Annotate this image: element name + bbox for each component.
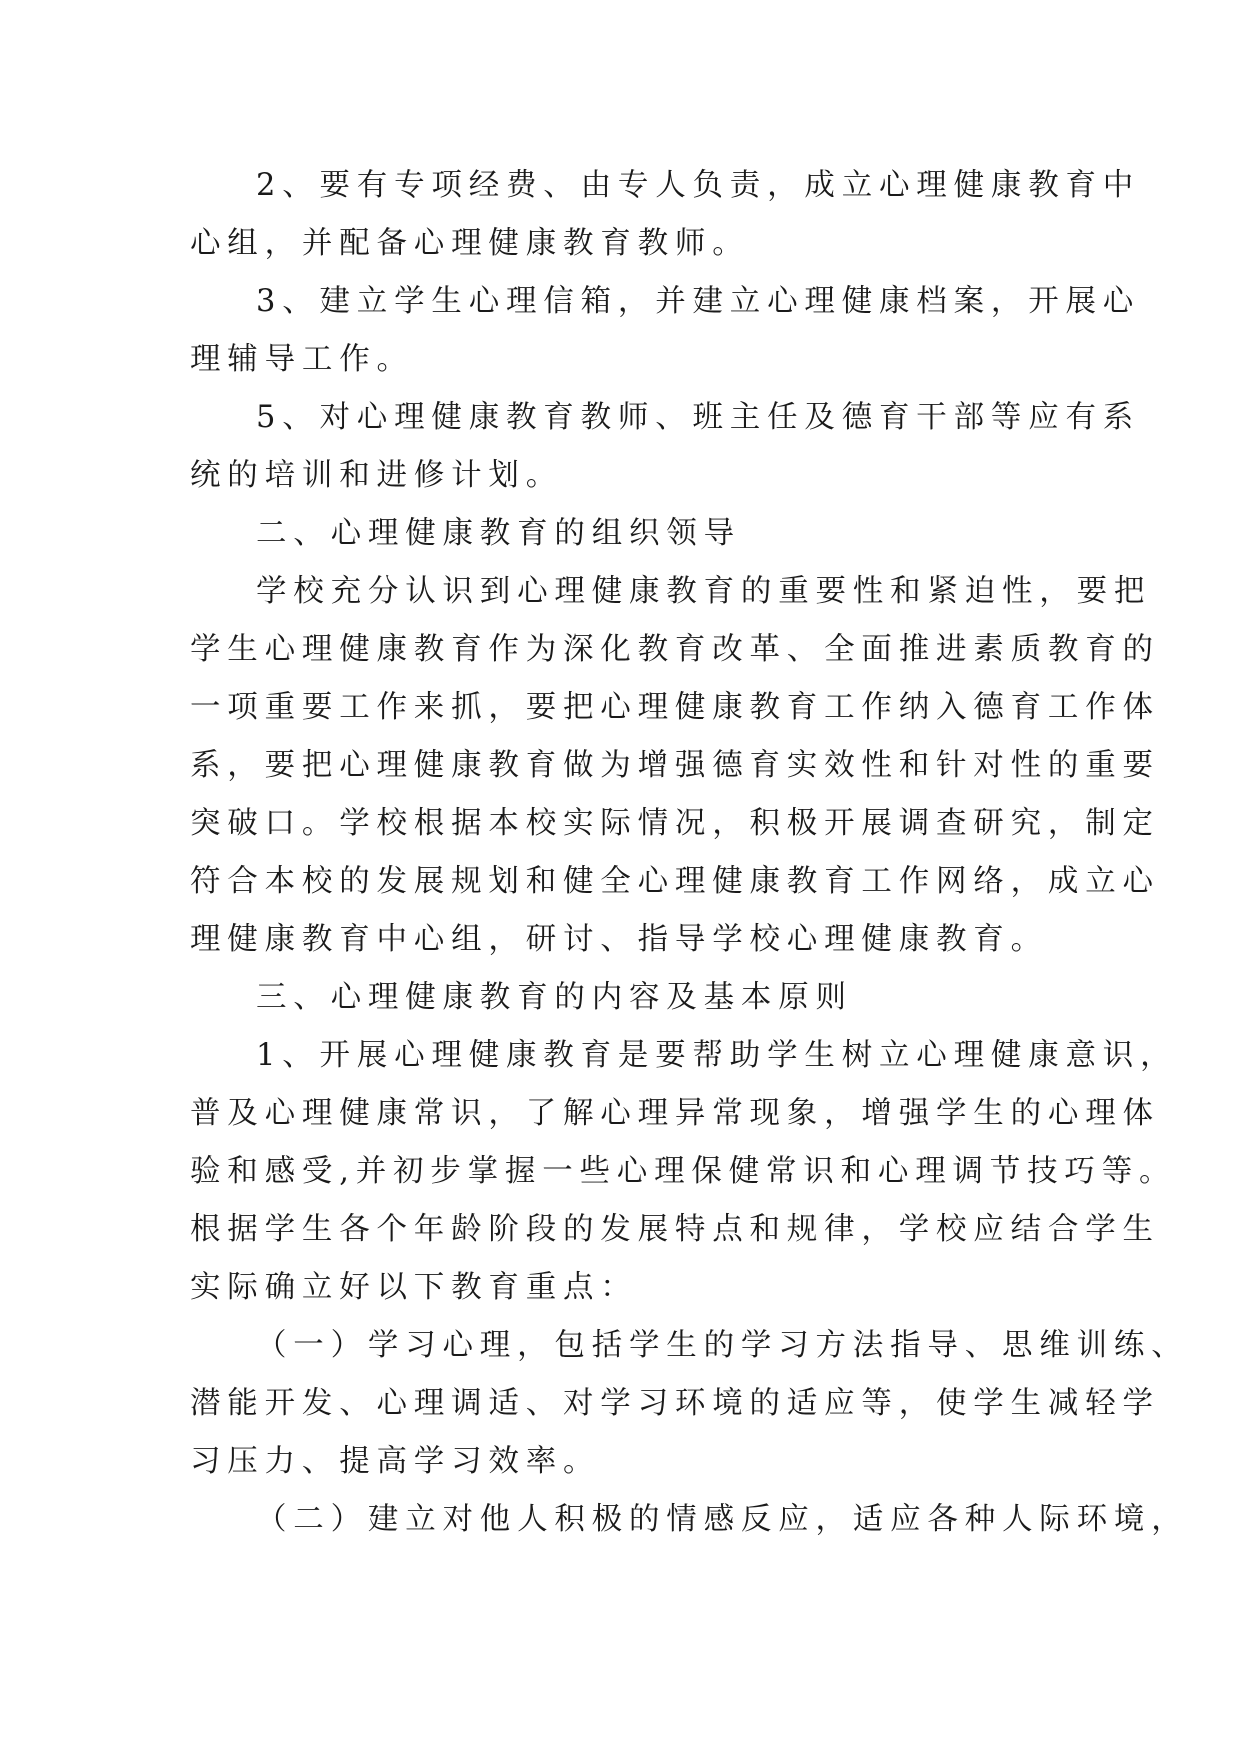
paragraph-line: 根据学生各个年龄阶段的发展特点和规律，学校应结合学生 bbox=[190, 1212, 1160, 1247]
paragraph-line: 统的培训和进修计划。 bbox=[190, 458, 563, 493]
paragraph-line: 符合本校的发展规划和健全心理健康教育工作网络，成立心 bbox=[190, 864, 1160, 899]
paragraph-line: 5、对心理健康教育教师、班主任及德育干部等应有系 bbox=[256, 400, 1141, 435]
paragraph-line: 学校充分认识到心理健康教育的重要性和紧迫性，要把 bbox=[256, 574, 1152, 609]
paragraph-line: 理健康教育中心组，研讨、指导学校心理健康教育。 bbox=[190, 922, 1048, 957]
paragraph-line: 3、建立学生心理信箱，并建立心理健康档案，开展心 bbox=[256, 284, 1141, 319]
paragraph-line: 系，要把心理健康教育做为增强德育实效性和针对性的重要 bbox=[190, 748, 1160, 783]
paragraph-line: 2、要有专项经费、由专人负责，成立心理健康教育中 bbox=[256, 168, 1141, 203]
paragraph-line: 实际确立好以下教育重点： bbox=[190, 1270, 638, 1305]
paragraph-line: 理辅导工作。 bbox=[190, 342, 414, 377]
paragraph-line: 1、开展心理健康教育是要帮助学生树立心理健康意识， bbox=[256, 1038, 1178, 1073]
paragraph-line: 突破口。学校根据本校实际情况，积极开展调查研究，制定 bbox=[190, 806, 1160, 841]
document-body bbox=[190, 157, 1189, 1549]
paragraph-line: 习压力、提高学习效率。 bbox=[190, 1444, 601, 1479]
paragraph-line: （一）学习心理，包括学生的学习方法指导、思维训练、 bbox=[256, 1328, 1189, 1363]
paragraph-line: 心组，并配备心理健康教育教师。 bbox=[190, 226, 750, 261]
paragraph-line: 潜能开发、心理调适、对学习环境的适应等，使学生减轻学 bbox=[190, 1386, 1160, 1421]
section-heading: 三、心理健康教育的内容及基本原则 bbox=[256, 980, 853, 1015]
paragraph-line: 一项重要工作来抓，要把心理健康教育工作纳入德育工作体 bbox=[190, 690, 1160, 725]
section-heading: 二、心理健康教育的组织领导 bbox=[256, 516, 741, 551]
paragraph-line: 普及心理健康常识，了解心理异常现象，增强学生的心理体 bbox=[190, 1096, 1160, 1131]
paragraph-line: 验和感受,并初步掌握一些心理保健常识和心理调节技巧等。 bbox=[190, 1154, 1177, 1189]
paragraph-line: 学生心理健康教育作为深化教育改革、全面推进素质教育的 bbox=[190, 632, 1160, 667]
paragraph-line: （二）建立对他人积极的情感反应，适应各种人际环境， bbox=[256, 1502, 1189, 1537]
